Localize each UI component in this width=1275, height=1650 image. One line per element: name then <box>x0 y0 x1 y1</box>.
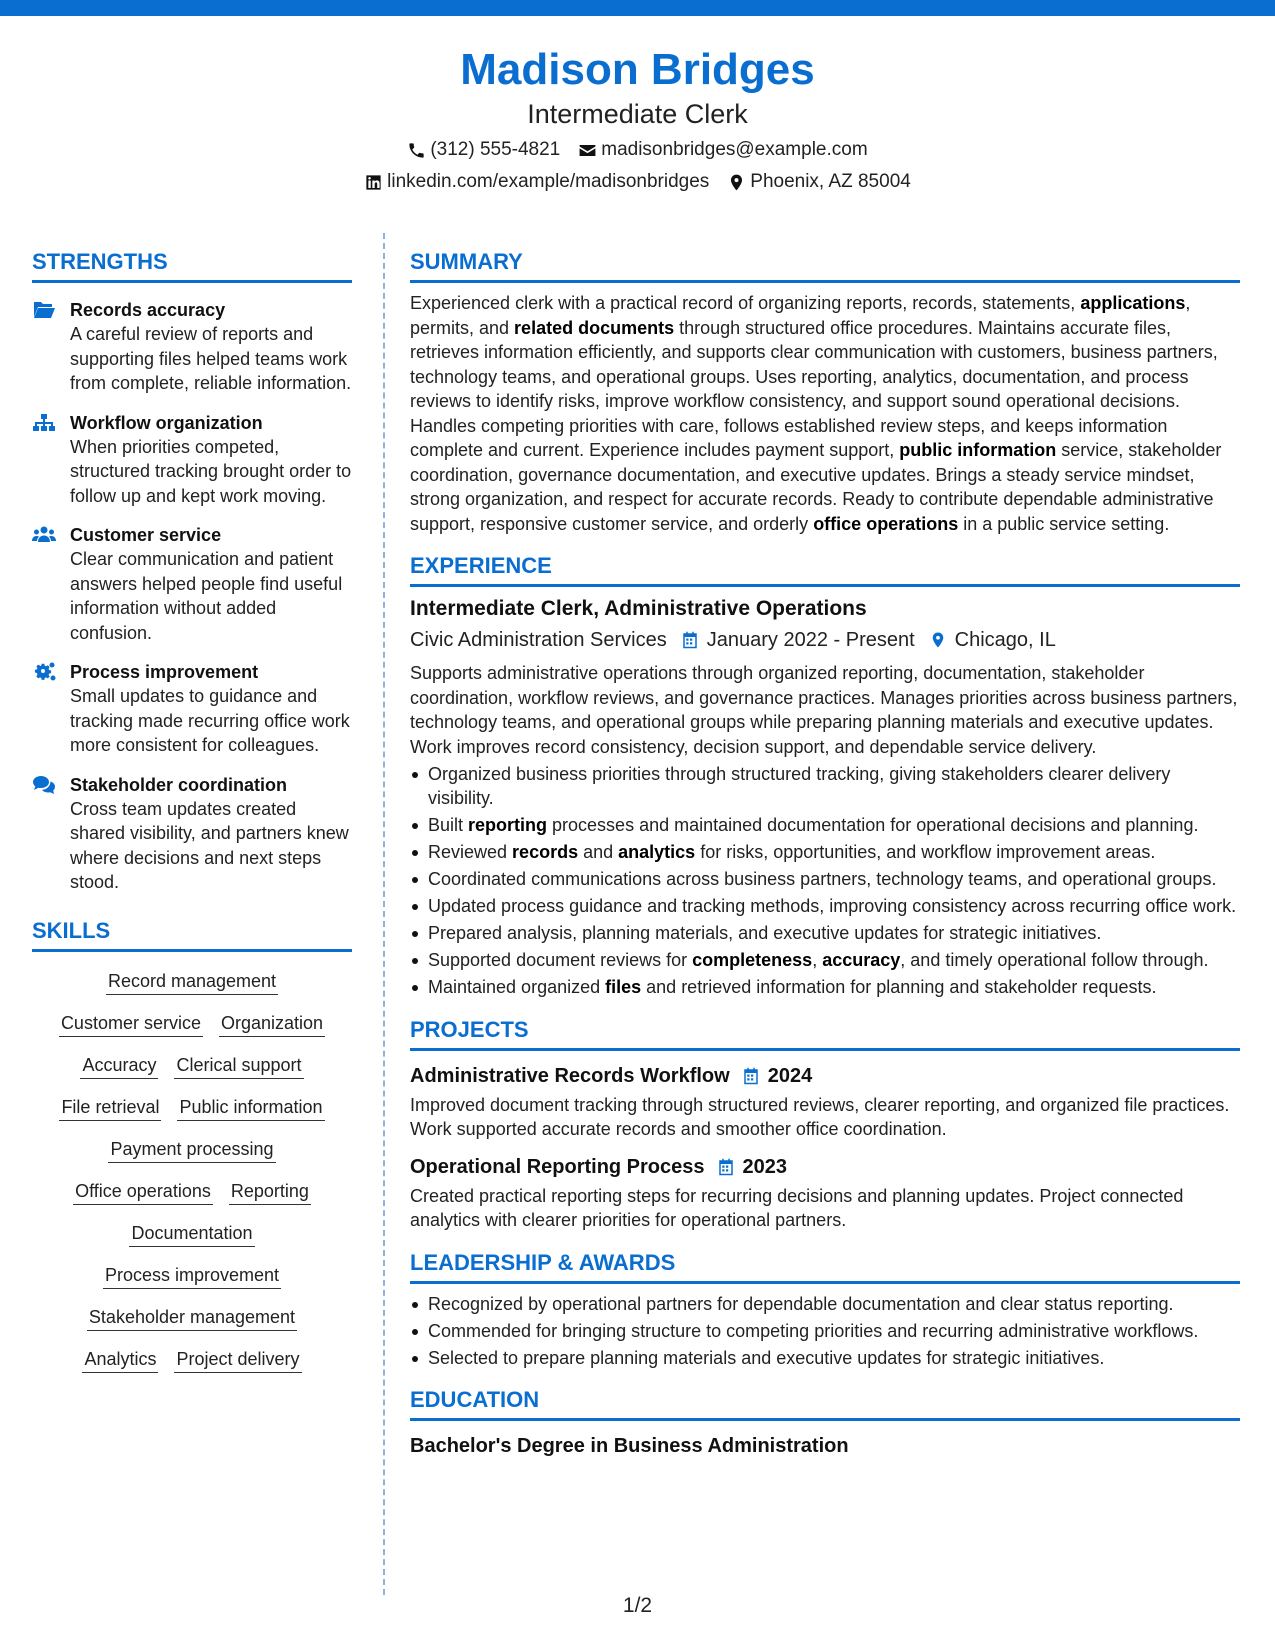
map-pin-icon <box>727 173 746 192</box>
project-header <box>410 1063 1240 1089</box>
strength-desc: Cross team updates created shared visibility, and partners knew where decisions and next steps stood. <box>70 798 349 892</box>
skills-list <box>32 968 352 1373</box>
contact-row-1 <box>0 138 1275 162</box>
skill-tag: Project delivery <box>174 1346 301 1373</box>
location-contact <box>727 170 911 194</box>
skill-row <box>32 1304 352 1331</box>
skill-tag: Clerical support <box>174 1052 303 1079</box>
skill-row <box>32 1052 352 1079</box>
skill-tag: Record management <box>106 968 278 995</box>
skill-tag: File retrieval <box>59 1094 161 1121</box>
skill-tag: Reporting <box>229 1178 311 1205</box>
skill-tag: Analytics <box>82 1346 158 1373</box>
skill-tag: Office operations <box>73 1178 213 1205</box>
calendar-icon <box>742 1067 760 1085</box>
text-run: service, stakeholder coordination, governance documentation, and executive updates. Brings a steady service mindset, strong organization, and respect for accurate records. Ready to contribute dependable administrative support, responsive customer service, and orderly <box>410 440 1222 534</box>
strength-item <box>32 298 352 396</box>
candidate-role: Intermediate Clerk <box>527 99 748 129</box>
bold-keyword: reporting <box>468 815 548 835</box>
right-column <box>410 248 1240 1459</box>
text-run: Coordinated communications across business partners, technology teams, and operational groups. <box>428 869 1217 889</box>
text-run: Reviewed <box>428 842 513 862</box>
text-run: Organized business priorities through structured tracking, giving stakeholders clearer delivery visibility. <box>428 763 1171 808</box>
list-item <box>410 948 1240 973</box>
job-description: Supports administrative operations through organized reporting, documentation, stakeholder coordination, workflow reviews, and governance practices. Manages priorities across business partners, technology teams, and operational groups while preparing planning materials and executive updates. Work improves record consistency, decision support, and dependable service delivery. <box>410 663 1238 757</box>
experience-bullets <box>410 762 1240 1000</box>
calendar-icon <box>681 631 699 649</box>
strength-desc: When priorities competed, structured tracking brought order to follow up and kept work moving. <box>70 436 352 506</box>
strength-desc: Small updates to guidance and tracking made recurring office work more consistent for colleagues. <box>70 686 350 755</box>
list-item <box>410 894 1240 919</box>
skill-tag: Customer service <box>59 1010 203 1037</box>
education-heading: EDUCATION <box>410 1386 1240 1421</box>
summary-text <box>410 291 1240 536</box>
skill-tag: Payment processing <box>108 1136 275 1163</box>
skills-heading: SKILLS <box>32 917 352 952</box>
location-text: Phoenix, AZ 85004 <box>750 171 911 192</box>
bold-keyword: related documents <box>514 317 675 338</box>
experience-heading: EXPERIENCE <box>410 552 1240 587</box>
bold-keyword: public information <box>899 440 1057 460</box>
phone-text: (312) 555-4821 <box>430 139 561 160</box>
skill-row <box>32 1262 352 1289</box>
users-icon <box>32 525 56 545</box>
skill-tag: Stakeholder management <box>87 1304 297 1331</box>
project-name: Operational Reporting Process <box>410 1155 705 1178</box>
strength-item <box>32 773 352 895</box>
strength-desc: Clear communication and patient answers helped people find useful information without added confusion. <box>70 549 343 643</box>
text-run: , <box>812 950 823 970</box>
bold-keyword: accuracy <box>822 950 901 970</box>
list-item <box>410 975 1240 1000</box>
strength-title: Records accuracy <box>70 300 226 320</box>
list-item <box>410 813 1240 838</box>
sitemap-icon <box>32 413 56 433</box>
strength-title: Customer service <box>70 525 222 545</box>
bold-keyword: completeness <box>692 950 813 970</box>
candidate-name: Madison Bridges <box>460 45 815 94</box>
gears-icon <box>32 662 56 682</box>
text-run: Experienced clerk with a practical record of organizing reports, records, statements, <box>410 293 1081 313</box>
text-run: , permits, and <box>410 293 1191 338</box>
comments-icon <box>32 775 56 795</box>
left-column <box>32 248 352 1388</box>
map-pin-icon <box>929 631 947 649</box>
summary-heading: SUMMARY <box>410 248 1240 283</box>
skill-row <box>32 1346 352 1373</box>
email-contact[interactable] <box>578 138 867 162</box>
job-dates: January 2022 - Present <box>706 629 915 651</box>
column-divider <box>383 233 385 1595</box>
strengths-heading: STRENGTHS <box>32 248 352 283</box>
strength-title: Stakeholder coordination <box>70 774 288 795</box>
bold-keyword: applications <box>1080 293 1186 313</box>
top-accent-bar <box>0 0 1275 16</box>
list-item <box>410 762 1240 811</box>
leadership-bullets <box>410 1292 1240 1371</box>
linkedin-text[interactable]: linkedin.com/example/madisonbridges <box>387 171 710 192</box>
projects-heading: PROJECTS <box>410 1016 1240 1051</box>
bold-keyword: files <box>605 977 642 997</box>
list-item: Recognized by operational partners for dependable documentation and clear status reporting. <box>410 1292 1240 1317</box>
text-run: processes and maintained documentation for operational decisions and planning. <box>547 815 1199 835</box>
text-run: in a public service setting. <box>958 513 1170 534</box>
envelope-icon <box>578 141 597 160</box>
project-header <box>410 1154 1240 1180</box>
strength-desc: A careful review of reports and supporting files helped teams work from complete, reliable information. <box>70 324 352 393</box>
education-degree: Bachelor's Degree in Business Administration <box>410 1435 849 1457</box>
resume-header <box>0 44 1275 194</box>
text-run: Supported document reviews for <box>428 950 693 970</box>
text-run: , and timely operational follow through. <box>900 950 1209 970</box>
skill-row <box>32 968 352 995</box>
project-description: Improved document tracking through structured reviews, clearer reporting, and organized file practices. Work supported accurate records and smoother office coordination. <box>410 1094 1230 1139</box>
skill-tag: Accuracy <box>80 1052 158 1079</box>
linkedin-contact[interactable] <box>364 170 709 194</box>
text-run: through structured office procedures. Maintains accurate files, retrieves information efficiently, and supports clear communication with customers, business partners, technology teams, and operational groups. Uses reporting, analytics, documentation, and process reviews to identify risks, improve workflow consistency, and support sound operational decisions. Handles competing priorities with care, follows established review steps, and keeps information complete and current. Experience includes payment support, <box>410 317 1218 460</box>
email-text[interactable]: madisonbridges@example.com <box>601 139 868 160</box>
text-run: Updated process guidance and tracking methods, improving consistency across recurring office work. <box>428 896 1237 916</box>
text-run: and retrieved information for planning and stakeholder requests. <box>641 977 1157 997</box>
strength-title: Process improvement <box>70 662 259 682</box>
project-description: Created practical reporting steps for recurring decisions and planning updates. Project connected analytics with clearer priorities for operational partners. <box>410 1185 1184 1230</box>
text-run: Built <box>428 815 469 835</box>
page-number: 1/2 <box>622 1594 653 1617</box>
company-name: Civic Administration Services <box>410 629 667 651</box>
job-location: Chicago, IL <box>954 629 1056 651</box>
project-name: Administrative Records Workflow <box>410 1064 730 1087</box>
strength-item <box>32 411 352 509</box>
project-year: 2023 <box>742 1155 788 1178</box>
list-item <box>410 921 1240 946</box>
phone-contact <box>407 138 560 162</box>
phone-icon <box>407 141 426 160</box>
skill-tag: Process improvement <box>103 1262 281 1289</box>
bold-keyword: office operations <box>813 513 959 534</box>
strength-item <box>32 660 352 758</box>
skill-row <box>32 1220 352 1247</box>
job-meta <box>410 627 1240 653</box>
skill-row <box>32 1010 352 1037</box>
text-run: Maintained organized <box>428 977 606 997</box>
calendar-icon <box>717 1158 735 1176</box>
folder-open-icon <box>32 300 56 320</box>
strength-title: Workflow organization <box>70 412 263 433</box>
skill-tag: Organization <box>219 1010 325 1037</box>
strength-item <box>32 523 352 645</box>
job-title: Intermediate Clerk, Administrative Operations <box>410 597 867 620</box>
contact-row-2 <box>0 170 1275 194</box>
list-item: Commended for bringing structure to competing priorities and recurring administrative workflows. <box>410 1319 1240 1344</box>
text-run: Prepared analysis, planning materials, and executive updates for strategic initiatives. <box>428 923 1102 943</box>
leadership-heading: LEADERSHIP & AWARDS <box>410 1249 1240 1284</box>
list-item <box>410 867 1240 892</box>
list-item: Selected to prepare planning materials and executive updates for strategic initiatives. <box>410 1346 1240 1371</box>
bold-keyword: analytics <box>618 842 696 862</box>
skill-tag: Documentation <box>129 1220 254 1247</box>
skill-tag: Public information <box>177 1094 324 1121</box>
text-run: for risks, opportunities, and workflow improvement areas. <box>695 842 1156 862</box>
skill-row <box>32 1178 352 1205</box>
skill-row <box>32 1094 352 1121</box>
project-year: 2024 <box>767 1064 813 1087</box>
linkedin-icon <box>364 173 383 192</box>
list-item <box>410 840 1240 865</box>
skill-row <box>32 1136 352 1163</box>
bold-keyword: records <box>512 842 579 862</box>
text-run: and <box>578 842 619 862</box>
